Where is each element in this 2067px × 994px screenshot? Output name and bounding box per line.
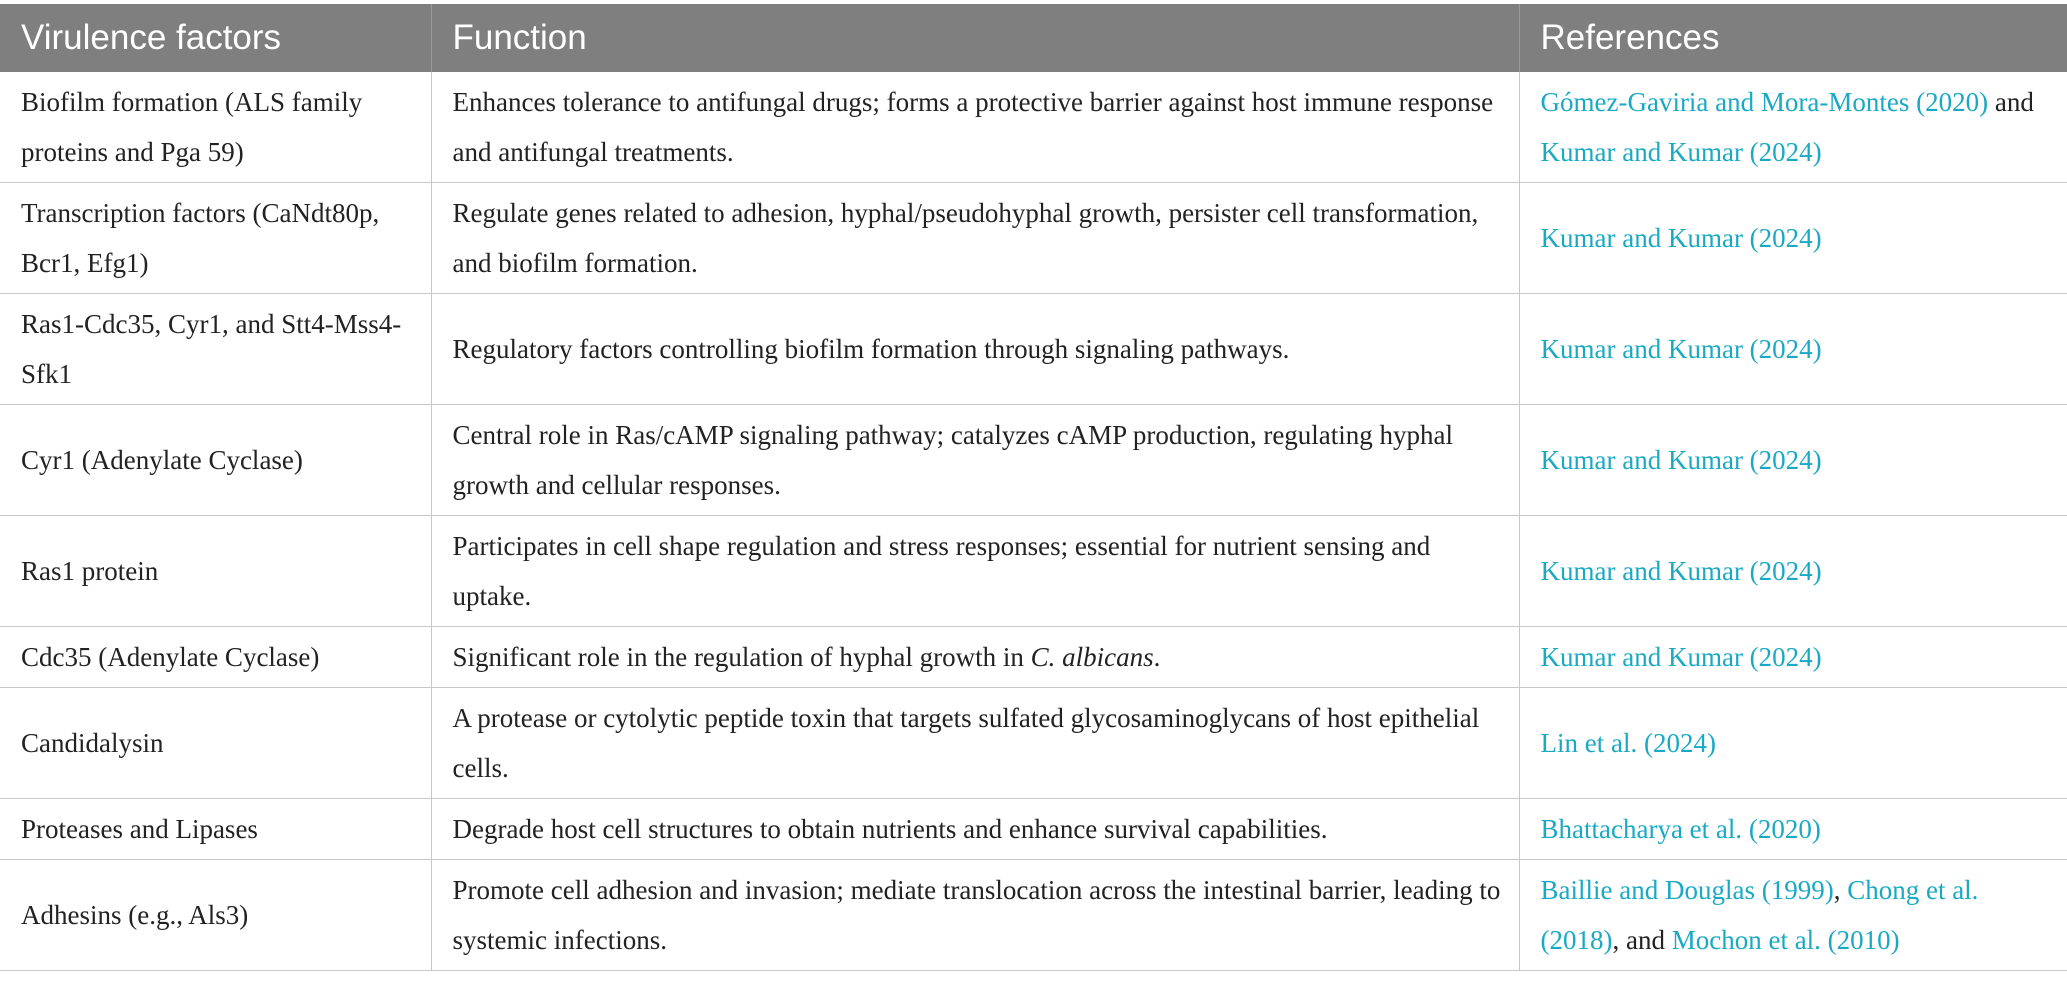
cell-references xyxy=(1519,72,2067,183)
table-row xyxy=(0,294,2067,405)
cell-references xyxy=(1519,627,2067,688)
header-references: References xyxy=(1519,4,2067,72)
table-row xyxy=(0,516,2067,627)
reference-separator: , and xyxy=(1612,925,1672,955)
reference-link[interactable]: Chong et al. (2018) xyxy=(1540,875,1979,955)
cell-references xyxy=(1519,860,2067,971)
cell-virulence-factor: Cdc35 (Adenylate Cyclase) xyxy=(0,627,431,688)
cell-function xyxy=(431,627,1519,688)
virulence-table-container xyxy=(0,4,2067,971)
reference-link[interactable]: Kumar and Kumar (2024) xyxy=(1540,137,1822,167)
cell-virulence-factor: Transcription factors (CaNdt80p, Bcr1, Efg1) xyxy=(0,183,431,294)
reference-link[interactable]: Kumar and Kumar (2024) xyxy=(1540,334,1822,364)
table-row xyxy=(0,405,2067,516)
reference-link[interactable]: Lin et al. (2024) xyxy=(1540,728,1716,758)
cell-function: A protease or cytolytic peptide toxin that targets sulfated glycosaminoglycans of host epithelial cells. xyxy=(431,688,1519,799)
table-header xyxy=(0,4,2067,72)
reference-link[interactable]: Baillie and Douglas (1999) xyxy=(1540,875,1834,905)
table-row xyxy=(0,860,2067,971)
cell-function: Participates in cell shape regulation and stress responses; essential for nutrient sensing and uptake. xyxy=(431,516,1519,627)
function-text: Significant role in the regulation of hyphal growth in xyxy=(452,642,1031,672)
function-italic-text: C. albicans xyxy=(1030,642,1154,672)
table-row xyxy=(0,627,2067,688)
reference-link[interactable]: Bhattacharya et al. (2020) xyxy=(1540,814,1821,844)
cell-function: Degrade host cell structures to obtain nutrients and enhance survival capabilities. xyxy=(431,799,1519,860)
cell-function: Central role in Ras/cAMP signaling pathway; catalyzes cAMP production, regulating hyphal growth and cellular responses. xyxy=(431,405,1519,516)
table-row xyxy=(0,688,2067,799)
cell-virulence-factor: Ras1-Cdc35, Cyr1, and Stt4-Mss4-Sfk1 xyxy=(0,294,431,405)
reference-link[interactable]: Kumar and Kumar (2024) xyxy=(1540,556,1822,586)
cell-references xyxy=(1519,688,2067,799)
cell-function: Enhances tolerance to antifungal drugs; forms a protective barrier against host immune response and antifungal treatments. xyxy=(431,72,1519,183)
cell-virulence-factor: Candidalysin xyxy=(0,688,431,799)
cell-virulence-factor: Cyr1 (Adenylate Cyclase) xyxy=(0,405,431,516)
cell-references xyxy=(1519,183,2067,294)
cell-virulence-factor: Biofilm formation (ALS family proteins and Pga 59) xyxy=(0,72,431,183)
virulence-factors-table xyxy=(0,4,2067,971)
function-text: . xyxy=(1153,642,1161,672)
cell-function: Regulate genes related to adhesion, hyphal/pseudohyphal growth, persister cell transformation, and biofilm formation. xyxy=(431,183,1519,294)
cell-references xyxy=(1519,799,2067,860)
reference-link[interactable]: Kumar and Kumar (2024) xyxy=(1540,642,1822,672)
reference-link[interactable]: Kumar and Kumar (2024) xyxy=(1540,445,1822,475)
cell-function: Regulatory factors controlling biofilm formation through signaling pathways. xyxy=(431,294,1519,405)
table-row xyxy=(0,799,2067,860)
cell-virulence-factor: Proteases and Lipases xyxy=(0,799,431,860)
cell-references xyxy=(1519,405,2067,516)
header-virulence-factors: Virulence factors xyxy=(0,4,431,72)
reference-link[interactable]: Kumar and Kumar (2024) xyxy=(1540,223,1822,253)
cell-references xyxy=(1519,294,2067,405)
reference-link[interactable]: Gómez-Gaviria and Mora-Montes (2020) xyxy=(1540,87,1989,117)
reference-separator: , xyxy=(1833,875,1848,905)
table-row xyxy=(0,183,2067,294)
cell-function: Promote cell adhesion and invasion; mediate translocation across the intestinal barrier, leading to systemic infections. xyxy=(431,860,1519,971)
header-function: Function xyxy=(431,4,1519,72)
cell-references xyxy=(1519,516,2067,627)
header-row xyxy=(0,4,2067,72)
reference-separator: and xyxy=(1988,87,2034,117)
table-row xyxy=(0,72,2067,183)
cell-virulence-factor: Adhesins (e.g., Als3) xyxy=(0,860,431,971)
table-body xyxy=(0,72,2067,971)
cell-virulence-factor: Ras1 protein xyxy=(0,516,431,627)
reference-link[interactable]: Mochon et al. (2010) xyxy=(1671,925,1900,955)
